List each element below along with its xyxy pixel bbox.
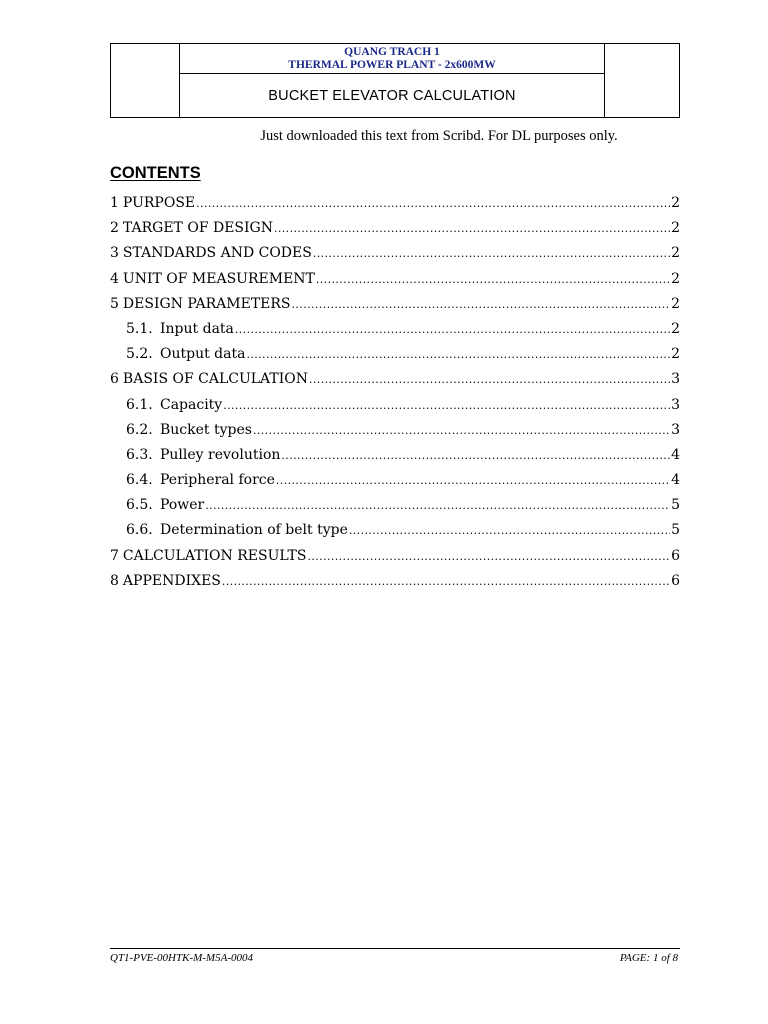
toc-entry-number: 6.6.: [126, 522, 153, 539]
footer-rule: [110, 948, 680, 949]
toc-entry-title: Power: [160, 497, 205, 514]
toc-entry-number: 8: [110, 572, 119, 589]
toc-entry[interactable]: [110, 548, 680, 573]
toc-entry-page: 2: [671, 320, 680, 337]
toc-entry-number: 6.3.: [126, 446, 153, 463]
footer-page-number: PAGE: 1 of 8: [619, 952, 678, 964]
toc-entry-number: 6.4.: [126, 472, 153, 489]
toc-dot-leader: [205, 499, 670, 512]
toc-dot-leader: [223, 399, 670, 412]
logo-cell: [111, 44, 180, 117]
toc-entry[interactable]: [110, 245, 680, 270]
download-note: Just downloaded this text from Scribd. For DL purposes only.: [260, 128, 618, 144]
toc-entry-title: TARGET OF DESIGN: [122, 220, 273, 237]
toc-dot-leader: [196, 197, 670, 210]
toc-entry[interactable]: [110, 271, 680, 296]
toc-entry-page: 2: [671, 295, 680, 312]
toc-entry-title: CALCULATION RESULTS: [122, 547, 307, 564]
toc-entry-number: 5.1.: [126, 320, 153, 337]
toc-dot-leader: [281, 449, 670, 462]
toc-entry-title: Pulley revolution: [160, 446, 281, 463]
toc-entry-number: 5: [110, 295, 119, 312]
toc-entry[interactable]: [110, 422, 680, 447]
toc-entry[interactable]: [110, 371, 680, 396]
document-title-cell: [180, 74, 604, 117]
toc-entry-title: BASIS OF CALCULATION: [122, 371, 308, 388]
document-title: BUCKET ELEVATOR CALCULATION: [268, 87, 516, 104]
toc-entry-page: 4: [671, 472, 680, 489]
toc-entry[interactable]: [110, 346, 680, 371]
toc-entry-number: 5.2.: [126, 346, 153, 363]
toc-entry-number: 7: [110, 547, 119, 564]
toc-dot-leader: [253, 424, 670, 437]
toc-entry-title: DESIGN PARAMETERS: [122, 295, 291, 312]
toc-dot-leader: [274, 222, 670, 235]
toc-entry-page: 3: [671, 371, 680, 388]
toc-dot-leader: [309, 373, 670, 386]
toc-entry-title: Output data: [160, 346, 246, 363]
toc-entry-number: 6.2.: [126, 421, 153, 438]
toc-entry-title: Capacity: [160, 396, 223, 413]
toc-entry-page: 2: [671, 346, 680, 363]
toc-entry[interactable]: [110, 447, 680, 472]
toc-entry-page: 5: [671, 497, 680, 514]
toc-entry[interactable]: [110, 497, 680, 522]
footer-doc-number: QT1-PVE-00HTK-M-M5A-0004: [110, 952, 253, 964]
contents-heading: CONTENTS: [110, 164, 201, 182]
toc-entry-page: 4: [671, 446, 680, 463]
toc-entry-title: Determination of belt type: [160, 522, 348, 539]
toc-dot-leader: [222, 575, 670, 588]
toc-entry-number: 1: [110, 195, 119, 211]
project-name-line1: QUANG TRACH 1: [344, 46, 440, 58]
toc-entry-page: 2: [671, 245, 680, 262]
project-name-line2: THERMAL POWER PLANT - 2x600MW: [288, 59, 496, 71]
toc-entry-title: APPENDIXES: [122, 572, 221, 589]
table-of-contents: [110, 195, 680, 598]
project-name: [180, 44, 604, 74]
toc-entry-number: 6: [110, 371, 119, 388]
toc-entry-number: 6.5.: [126, 497, 153, 514]
toc-entry[interactable]: [110, 321, 680, 346]
toc-entry-number: 6.1.: [126, 396, 153, 413]
toc-entry[interactable]: [110, 573, 680, 598]
toc-entry-page: 2: [671, 220, 680, 237]
toc-dot-leader: [235, 323, 670, 336]
toc-entry[interactable]: [110, 296, 680, 321]
toc-dot-leader: [313, 247, 670, 260]
toc-dot-leader: [349, 524, 670, 537]
toc-entry[interactable]: [110, 397, 680, 422]
toc-entry-page: 6: [671, 572, 680, 589]
toc-dot-leader: [246, 348, 670, 361]
toc-entry-page: 3: [671, 396, 680, 413]
toc-entry-number: 3: [110, 245, 119, 262]
toc-dot-leader: [292, 298, 671, 311]
toc-entry-page: 3: [671, 421, 680, 438]
toc-entry-page: 2: [671, 195, 680, 211]
toc-entry-page: 6: [671, 547, 680, 564]
toc-entry-number: 4: [110, 270, 119, 287]
toc-entry-title: PURPOSE: [122, 195, 196, 211]
revision-cell: [604, 44, 679, 117]
toc-entry-title: Input data: [160, 320, 234, 337]
toc-dot-leader: [316, 273, 670, 286]
toc-entry-title: Bucket types: [160, 421, 252, 438]
title-block: [110, 43, 680, 118]
toc-entry-page: 2: [671, 270, 680, 287]
toc-entry-page: 5: [671, 522, 680, 539]
toc-entry[interactable]: [110, 195, 680, 220]
toc-dot-leader: [307, 550, 670, 563]
toc-entry-title: Peripheral force: [160, 472, 275, 489]
toc-entry-number: 2: [110, 220, 119, 237]
toc-entry[interactable]: [110, 472, 680, 497]
toc-entry[interactable]: [110, 522, 680, 547]
toc-entry-title: UNIT OF MEASUREMENT: [122, 270, 315, 287]
toc-entry-title: STANDARDS AND CODES: [122, 245, 312, 262]
toc-entry[interactable]: [110, 220, 680, 245]
toc-dot-leader: [276, 474, 670, 487]
